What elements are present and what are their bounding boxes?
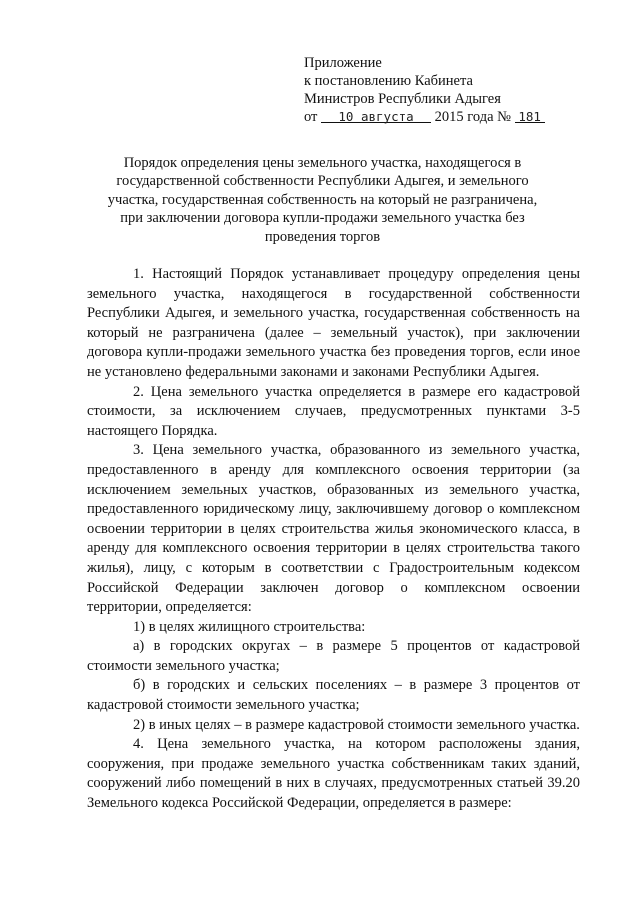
handwritten-date: 10 августа [338, 109, 414, 124]
date-field [321, 108, 431, 123]
paragraph-3-1-b: б) в городских и сельских поселениях – в размере 3 процентов от кадастровой стоимости земельного участка; [87, 677, 580, 714]
paragraph-2: 2. Цена земельного участка определяется в размере его кадастровой стоимости, за исключением случаев, предусмотренных пунктами 3-5 настоящего Порядка. [87, 383, 580, 439]
paragraph-3: 3. Цена земельного участка, образованного из земельного участка, предоставленного в аренду для комплексного освоения территории (за исключением земельных участков, образованных из земельного участка, предоставленного юридическому лицу, заключившему договор о комплексном освоении территории в целях строительства жилья экономического класса, в аренду для комплексного освоения территории в целях строительства такого жилья), лицу, с которым в соответствии с Градостроительным кодексом Российской Федерации заключен договор о комплексном освоении территории, определяется: [87, 442, 580, 616]
appendix-header [304, 54, 604, 126]
from-label: от [304, 109, 318, 125]
number-field [515, 108, 545, 123]
document-body [87, 265, 580, 814]
document-title: Порядок определения цены земельного участка, находящегося в государственной собственности Республики Адыгея, и земельного участка, государственная собственность на который не разграничена, при заключении договора купли-продажи земельного участка без проведения торгов [107, 155, 538, 245]
paragraph-3-1-a: а) в городских округах – в размере 5 процентов от кадастровой стоимости земельного участка; [87, 638, 580, 674]
appendix-label: Приложение [304, 55, 382, 71]
paragraph-3-1: 1) в целях жилищного строительства: [133, 618, 366, 635]
paragraph-1: 1. Настоящий Порядок устанавливает процедуру определения цены земельного участка, находящегося в государственной собственности Республики Адыгея, и земельного участка, государственная собственность на который не разграничена (далее – земельный участок), при заключении договора купли-продажи земельного участка без проведения торгов, если иное не установлено федеральными законами и законами Республики Адыгея. [87, 266, 580, 380]
handwritten-number: 181 [518, 109, 541, 124]
paragraph-3-2: 2) в иных целях – в размере кадастровой стоимости земельного участка. [133, 716, 580, 733]
appendix-resolution-line: к постановлению Кабинета [304, 73, 473, 89]
year-label: 2015 года № [434, 109, 511, 125]
paragraph-4: 4. Цена земельного участка, на котором расположены здания, сооружения, при продаже земельного участка собственникам таких зданий, сооружений либо помещений в них в случаях, предусмотренных статьей 39.20 Земельного кодекса Российской Федерации, определяется в размере: [87, 736, 580, 812]
appendix-ministers-line: Министров Республики Адыгея [304, 91, 501, 107]
appendix-date-line [304, 108, 604, 126]
